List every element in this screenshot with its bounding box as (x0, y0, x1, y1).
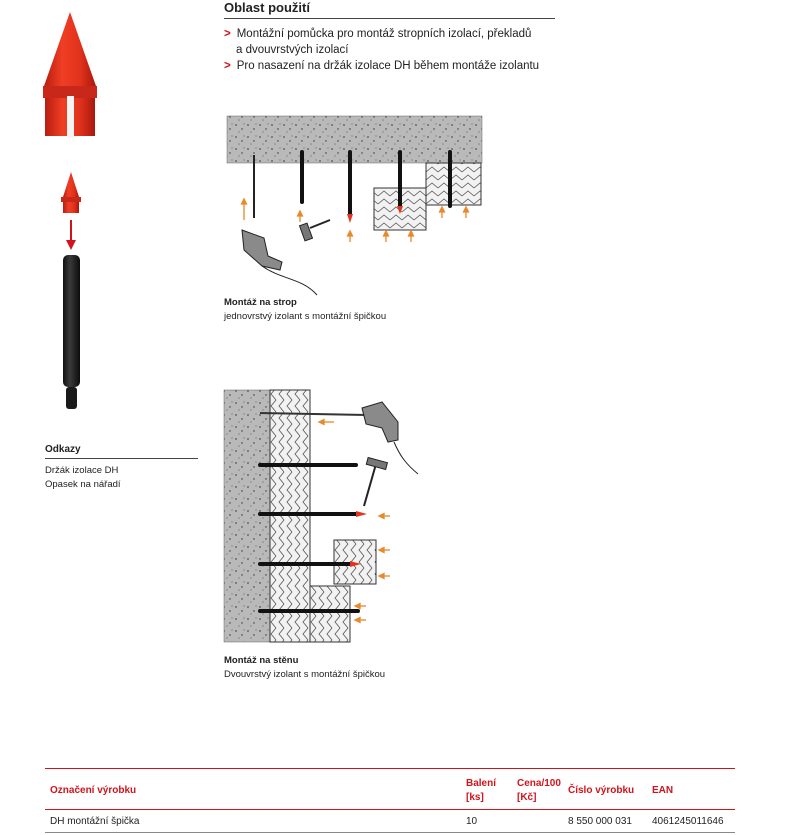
mounting-tip (347, 214, 353, 223)
header-ean: EAN (652, 785, 674, 796)
ceiling-caption-sub: jednovrstvý izolant s montážní špičkou (224, 311, 387, 322)
mounting-tip-small (61, 172, 81, 213)
references-title: Odkazy (45, 444, 81, 455)
mounting-tip (356, 511, 367, 517)
hammer-icon (300, 220, 330, 241)
hammer-icon (364, 458, 387, 506)
header-price-line2: [Kč] (517, 792, 537, 803)
cell-product-name: DH montážní špička (50, 816, 140, 827)
reference-link-dh-holder[interactable]: Držák izolace DH (45, 465, 119, 476)
wall-caption-title: Montáž na stěnu (224, 655, 299, 666)
usage-title: Oblast použití (224, 0, 310, 15)
table-top-rule (45, 768, 735, 769)
product-image (30, 0, 120, 420)
insulation-holder-rod (63, 255, 80, 409)
table-bottom-rule (45, 832, 735, 833)
references-divider (45, 458, 198, 459)
header-price-line1: Cena/100 (517, 778, 561, 789)
bullet-marker: > (224, 28, 231, 40)
table-row (45, 810, 735, 832)
header-pack-line2: [ks] (466, 792, 484, 803)
cell-product-code: 8 550 000 031 (568, 816, 632, 827)
cell-ean: 4061245011646 (652, 816, 724, 827)
cell-pack: 10 (466, 816, 478, 827)
usage-bullet-2-line1: Pro nasazení na držák izolace DH během montáže izolantu (236, 60, 540, 72)
ceiling-caption-title: Montáž na strop (224, 297, 297, 308)
header-product-name: Označení výrobku (50, 785, 137, 796)
wall-mounting-diagram (222, 388, 422, 646)
arrow-down-icon (66, 220, 76, 250)
concrete-ceiling (227, 116, 482, 163)
header-product-code: Číslo výrobku (568, 785, 635, 796)
usage-bullet-1-line1: Montážní pomůcka pro montáž stropních izolací, překladů (236, 28, 532, 40)
ceiling-mounting-diagram (222, 110, 492, 300)
reference-link-tool-belt[interactable]: Opasek na nářadí (45, 479, 121, 490)
insulation-block (426, 163, 481, 205)
insulation-block (310, 586, 350, 642)
bullet-marker: > (224, 60, 231, 72)
usage-divider (224, 18, 555, 19)
usage-bullet-2 (224, 58, 564, 74)
usage-bullet-1-line2: a dvouvrstvých izolací (236, 44, 349, 56)
wall-caption-sub: Dvouvrstvý izolant s montážní špičkou (224, 669, 386, 680)
usage-bullet-1 (224, 26, 564, 42)
header-pack-line1: Balení (466, 778, 497, 789)
mounting-tip-large (43, 12, 97, 138)
